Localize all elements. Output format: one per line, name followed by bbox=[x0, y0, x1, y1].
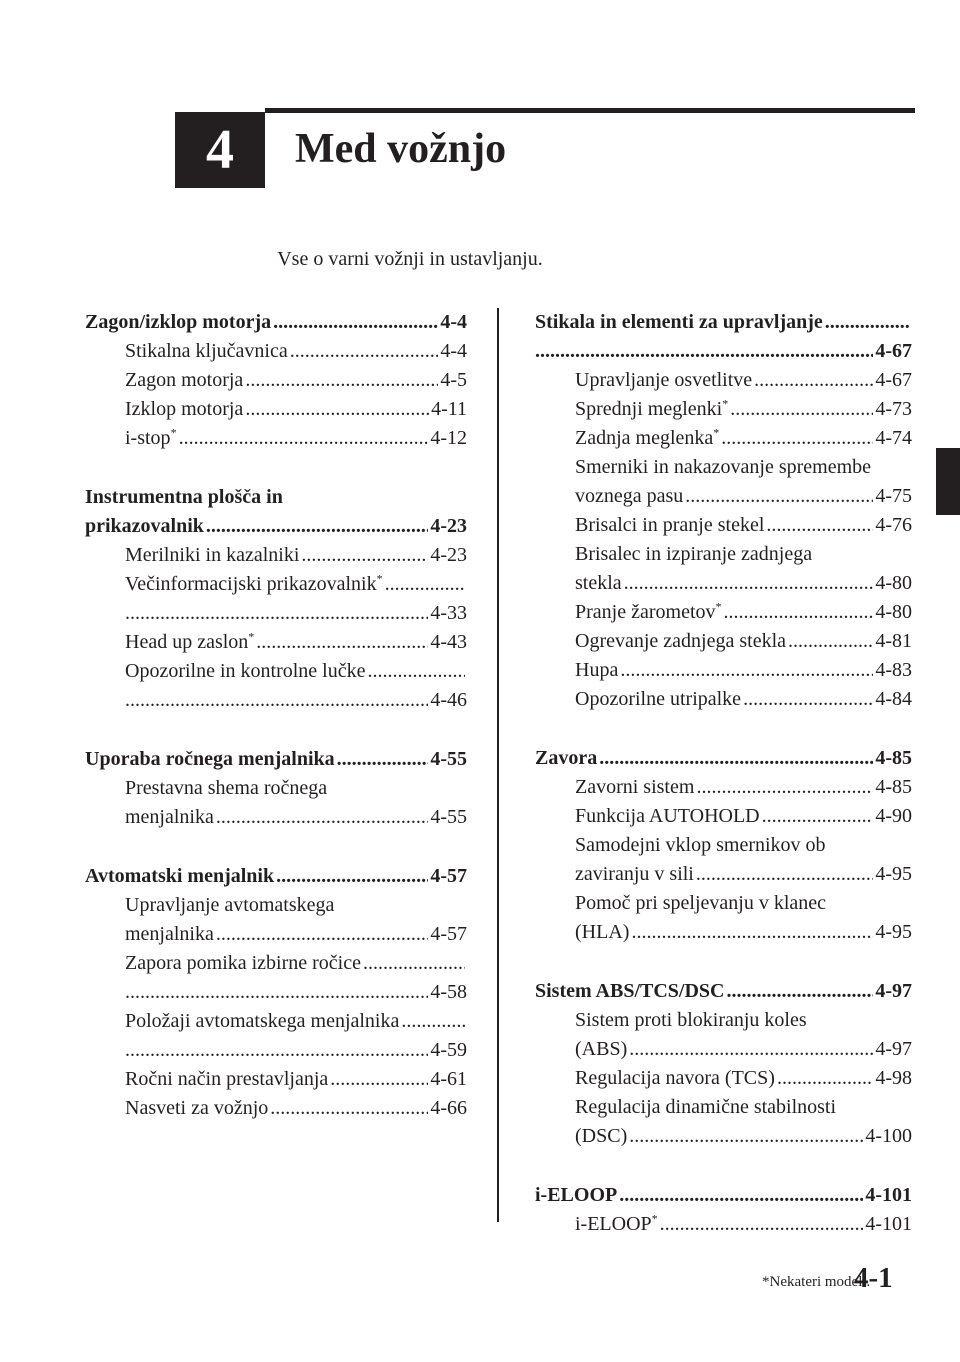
toc-item[interactable]: Opozorilne utripalke ..... 4-84 bbox=[535, 685, 912, 714]
toc-section-brake bbox=[535, 744, 912, 947]
toc-section-heading[interactable]: i-ELOOP ..... 4-101 bbox=[535, 1181, 912, 1210]
toc-item[interactable]: Opozorilne in kontrolne lučke ..... bbox=[85, 657, 467, 686]
toc-item[interactable]: zaviranju v sili ..... 4-95 bbox=[535, 860, 912, 889]
toc-item[interactable]: voznega pasu ..... 4-75 bbox=[535, 482, 912, 511]
model-footnote-mark: * bbox=[248, 629, 255, 644]
toc-item[interactable]: ..... 4-58 bbox=[85, 978, 467, 1007]
toc-item[interactable]: Head up zaslon* ..... 4-43 bbox=[85, 628, 467, 657]
toc-section-heading[interactable]: ..... 4-67 bbox=[535, 337, 912, 366]
toc-item[interactable]: Zapora pomika izbirne ročice ..... bbox=[85, 949, 467, 978]
toc-item[interactable]: Brisalec in izpiranje zadnjega bbox=[575, 543, 813, 565]
toc-section-heading[interactable]: Zavora ..... 4-85 bbox=[535, 744, 912, 773]
toc-item[interactable]: (ABS) ..... 4-97 bbox=[535, 1035, 912, 1064]
toc-item[interactable]: ..... 4-59 bbox=[85, 1036, 467, 1065]
toc-item[interactable]: Nasveti za vožnjo ..... 4-66 bbox=[85, 1094, 467, 1123]
toc-item[interactable]: Samodejni vklop smernikov ob bbox=[575, 834, 826, 856]
model-footnote-mark: * bbox=[170, 425, 177, 440]
model-footnote-mark: * bbox=[715, 599, 722, 614]
toc-item[interactable]: Upravljanje avtomatskega bbox=[125, 894, 335, 916]
toc-item[interactable]: Funkcija AUTOHOLD ..... 4-90 bbox=[535, 802, 912, 831]
toc-item[interactable]: Položaji avtomatskega menjalnika ..... bbox=[85, 1007, 467, 1036]
toc-item[interactable]: Smerniki in nakazovanje spremembe bbox=[575, 456, 872, 478]
toc-item[interactable]: Zadnja meglenka* ..... 4-74 bbox=[535, 424, 912, 453]
toc-item[interactable]: i-ELOOP* ..... 4-101 bbox=[535, 1210, 912, 1239]
toc-section-heading[interactable]: Avtomatski menjalnik ..... 4-57 bbox=[85, 862, 467, 891]
toc-section-heading[interactable]: prikazovalnik ..... 4-23 bbox=[85, 512, 467, 541]
column-divider bbox=[497, 308, 499, 1222]
toc-right-column bbox=[535, 308, 912, 1269]
toc-item[interactable]: Regulacija navora (TCS) ..... 4-98 bbox=[535, 1064, 912, 1093]
chapter-rule bbox=[265, 108, 915, 113]
toc-item[interactable]: Večinformacijski prikazovalnik* ..... bbox=[85, 570, 467, 599]
toc-item[interactable]: Regulacija dinamične stabilnosti bbox=[575, 1096, 837, 1118]
model-footnote-mark: * bbox=[713, 425, 720, 440]
toc-section-heading[interactable]: Uporaba ročnega menjalnika ..... 4-55 bbox=[85, 745, 467, 774]
toc-section-heading[interactable]: Instrumentna plošča in bbox=[85, 486, 283, 508]
toc-section-instrument-cluster bbox=[85, 483, 467, 715]
model-footnote-mark: * bbox=[722, 396, 729, 411]
toc-item[interactable]: Zagon motorja ..... 4-5 bbox=[85, 366, 467, 395]
toc-item[interactable]: Ogrevanje zadnjega stekla ..... 4-81 bbox=[535, 627, 912, 656]
toc-item[interactable]: menjalnika ..... 4-55 bbox=[85, 803, 467, 832]
toc-item[interactable]: ..... 4-46 bbox=[85, 686, 467, 715]
chapter-number: 4 bbox=[206, 119, 234, 181]
toc-item[interactable]: Merilniki in kazalniki ..... 4-23 bbox=[85, 541, 467, 570]
toc-item[interactable]: Brisalci in pranje stekel ..... 4-76 bbox=[535, 511, 912, 540]
toc-item[interactable]: (DSC) ..... 4-100 bbox=[535, 1122, 912, 1151]
page-number: 4-1 bbox=[854, 1262, 893, 1294]
chapter-title: Med vožnjo bbox=[295, 126, 507, 172]
toc-item[interactable]: Hupa ..... 4-83 bbox=[535, 656, 912, 685]
toc-item[interactable]: stekla ..... 4-80 bbox=[535, 569, 912, 598]
toc-item[interactable]: Izklop motorja ..... 4-11 bbox=[85, 395, 467, 424]
toc-item[interactable]: Ročni način prestavljanja ..... 4-61 bbox=[85, 1065, 467, 1094]
toc-section-abs-tcs-dsc bbox=[535, 977, 912, 1151]
toc-section-switches-controls bbox=[535, 308, 912, 714]
toc-item[interactable]: i-stop* ..... 4-12 bbox=[85, 424, 467, 453]
chapter-subtitle: Vse o varni vožnji in ustavljanju. bbox=[277, 248, 543, 270]
toc-item[interactable]: Pomoč pri speljevanju v klanec bbox=[575, 892, 827, 914]
chapter-thumb-tab bbox=[936, 448, 960, 515]
toc-item[interactable]: Stikalna ključavnica ..... 4-4 bbox=[85, 337, 467, 366]
toc-section-manual-transmission bbox=[85, 745, 467, 832]
toc-item[interactable]: Pranje žarometov* ..... 4-80 bbox=[535, 598, 912, 627]
toc-item[interactable]: Zavorni sistem ..... 4-85 bbox=[535, 773, 912, 802]
toc-item[interactable]: Sprednji meglenki* ..... 4-73 bbox=[535, 395, 912, 424]
toc-left-column bbox=[85, 308, 467, 1153]
toc-section-engine bbox=[85, 308, 467, 453]
model-footnote-mark: * bbox=[376, 571, 383, 586]
toc-item[interactable]: Upravljanje osvetlitve ..... 4-67 bbox=[535, 366, 912, 395]
chapter-number-box bbox=[175, 112, 265, 188]
toc-item[interactable]: Prestavna shema ročnega bbox=[125, 777, 328, 799]
model-footnote-mark: * bbox=[651, 1211, 658, 1226]
toc-item[interactable]: Sistem proti blokiranju koles bbox=[575, 1009, 807, 1031]
toc-section-heading[interactable]: Stikala in elementi za upravljanje ..... bbox=[535, 308, 912, 337]
toc-section-automatic-transmission bbox=[85, 862, 467, 1123]
footnote: *Nekateri modeli. bbox=[762, 1274, 871, 1290]
toc-item[interactable]: ..... 4-33 bbox=[85, 599, 467, 628]
toc-section-i-eloop bbox=[535, 1181, 912, 1239]
toc-item[interactable]: menjalnika ..... 4-57 bbox=[85, 920, 467, 949]
toc-section-heading[interactable]: Sistem ABS/TCS/DSC ..... 4-97 bbox=[535, 977, 912, 1006]
toc-item[interactable]: (HLA) ..... 4-95 bbox=[535, 918, 912, 947]
toc-section-heading[interactable]: Zagon/izklop motorja ..... 4-4 bbox=[85, 308, 467, 337]
